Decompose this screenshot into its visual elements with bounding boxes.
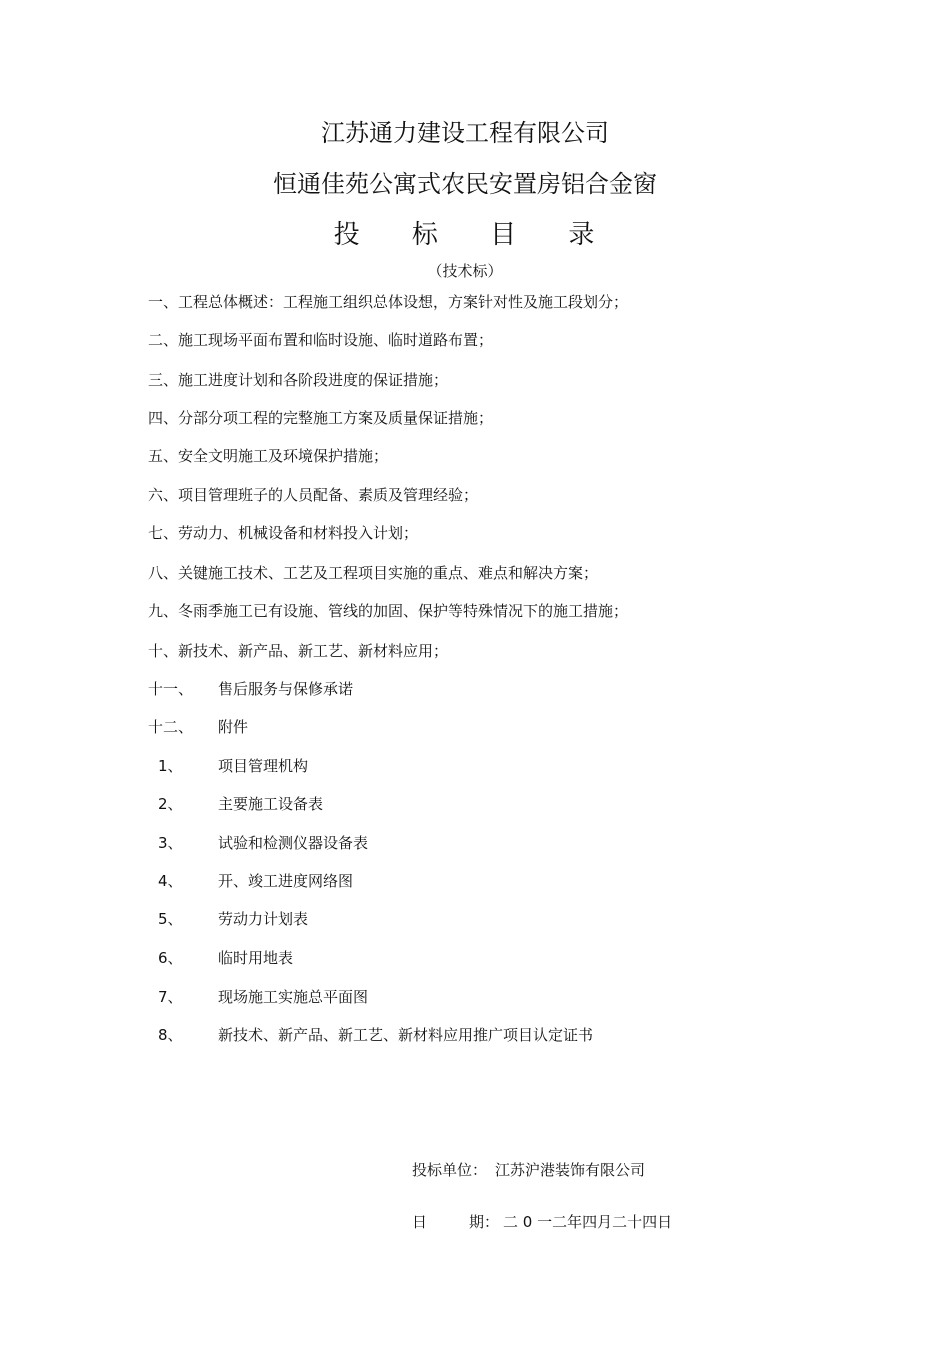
bidder-label: 投标单位： [412, 1161, 488, 1179]
attachment-2-number: 2、 [158, 795, 183, 813]
date-label-day: 日 [412, 1213, 428, 1231]
document-title: 投 标 目 录 [333, 220, 617, 250]
bidder-name: 江苏沪港装饰有限公司 [495, 1161, 646, 1179]
attachment-3-number: 3、 [158, 834, 183, 852]
attachment-8-number: 8、 [158, 1026, 183, 1044]
attachment-4-number: 4、 [158, 872, 183, 890]
toc-item-5: 五、安全文明施工及环境保护措施； [148, 447, 389, 465]
toc-item-9: 九、冬雨季施工已有设施、管线的加固、保护等特殊情况下的施工措施； [148, 602, 629, 620]
attachment-2-text: 主要施工设备表 [218, 795, 324, 813]
toc-item-12-number: 十二、 [148, 718, 194, 736]
toc-item-1: 一、工程总体概述：工程施工组织总体设想，方案针对性及施工段划分； [148, 293, 629, 311]
toc-item-3: 三、施工进度计划和各阶段进度的保证措施； [148, 371, 449, 389]
document-subtitle: （技术标） [427, 262, 503, 280]
toc-item-4: 四、分部分项工程的完整施工方案及质量保证措施； [148, 409, 494, 427]
toc-item-12-text: 附件 [218, 718, 249, 736]
date-value: 二 0 一二年四月二十四日 [503, 1213, 673, 1231]
project-title: 恒通佳苑公寓式农民安置房铝合金窗 [273, 170, 657, 198]
toc-item-10: 十、新技术、新产品、新工艺、新材料应用； [148, 642, 449, 660]
attachment-1-number: 1、 [158, 757, 183, 775]
attachment-1-text: 项目管理机构 [218, 757, 309, 775]
attachment-5-text: 劳动力计划表 [218, 910, 309, 928]
attachment-8-text: 新技术、新产品、新工艺、新材料应用推广项目认定证书 [218, 1026, 594, 1044]
date-label-period: 期： [469, 1213, 500, 1231]
attachment-7-number: 7、 [158, 988, 183, 1006]
attachment-5-number: 5、 [158, 910, 183, 928]
toc-item-7: 七、劳动力、机械设备和材料投入计划； [148, 524, 419, 542]
toc-item-11-number: 十一、 [148, 680, 194, 698]
attachment-7-text: 现场施工实施总平面图 [218, 988, 369, 1006]
toc-item-8: 八、关键施工技术、工艺及工程项目实施的重点、难点和解决方案； [148, 564, 599, 582]
toc-item-11-text: 售后服务与保修承诺 [218, 680, 354, 698]
company-title: 江苏通力建设工程有限公司 [321, 119, 609, 147]
attachment-4-text: 开、竣工进度网络图 [218, 872, 354, 890]
toc-item-6: 六、项目管理班子的人员配备、素质及管理经验； [148, 486, 479, 504]
attachment-6-text: 临时用地表 [218, 949, 294, 967]
attachment-3-text: 试验和检测仪器设备表 [218, 834, 369, 852]
attachment-6-number: 6、 [158, 949, 183, 967]
toc-item-2: 二、施工现场平面布置和临时设施、临时道路布置； [148, 331, 494, 349]
